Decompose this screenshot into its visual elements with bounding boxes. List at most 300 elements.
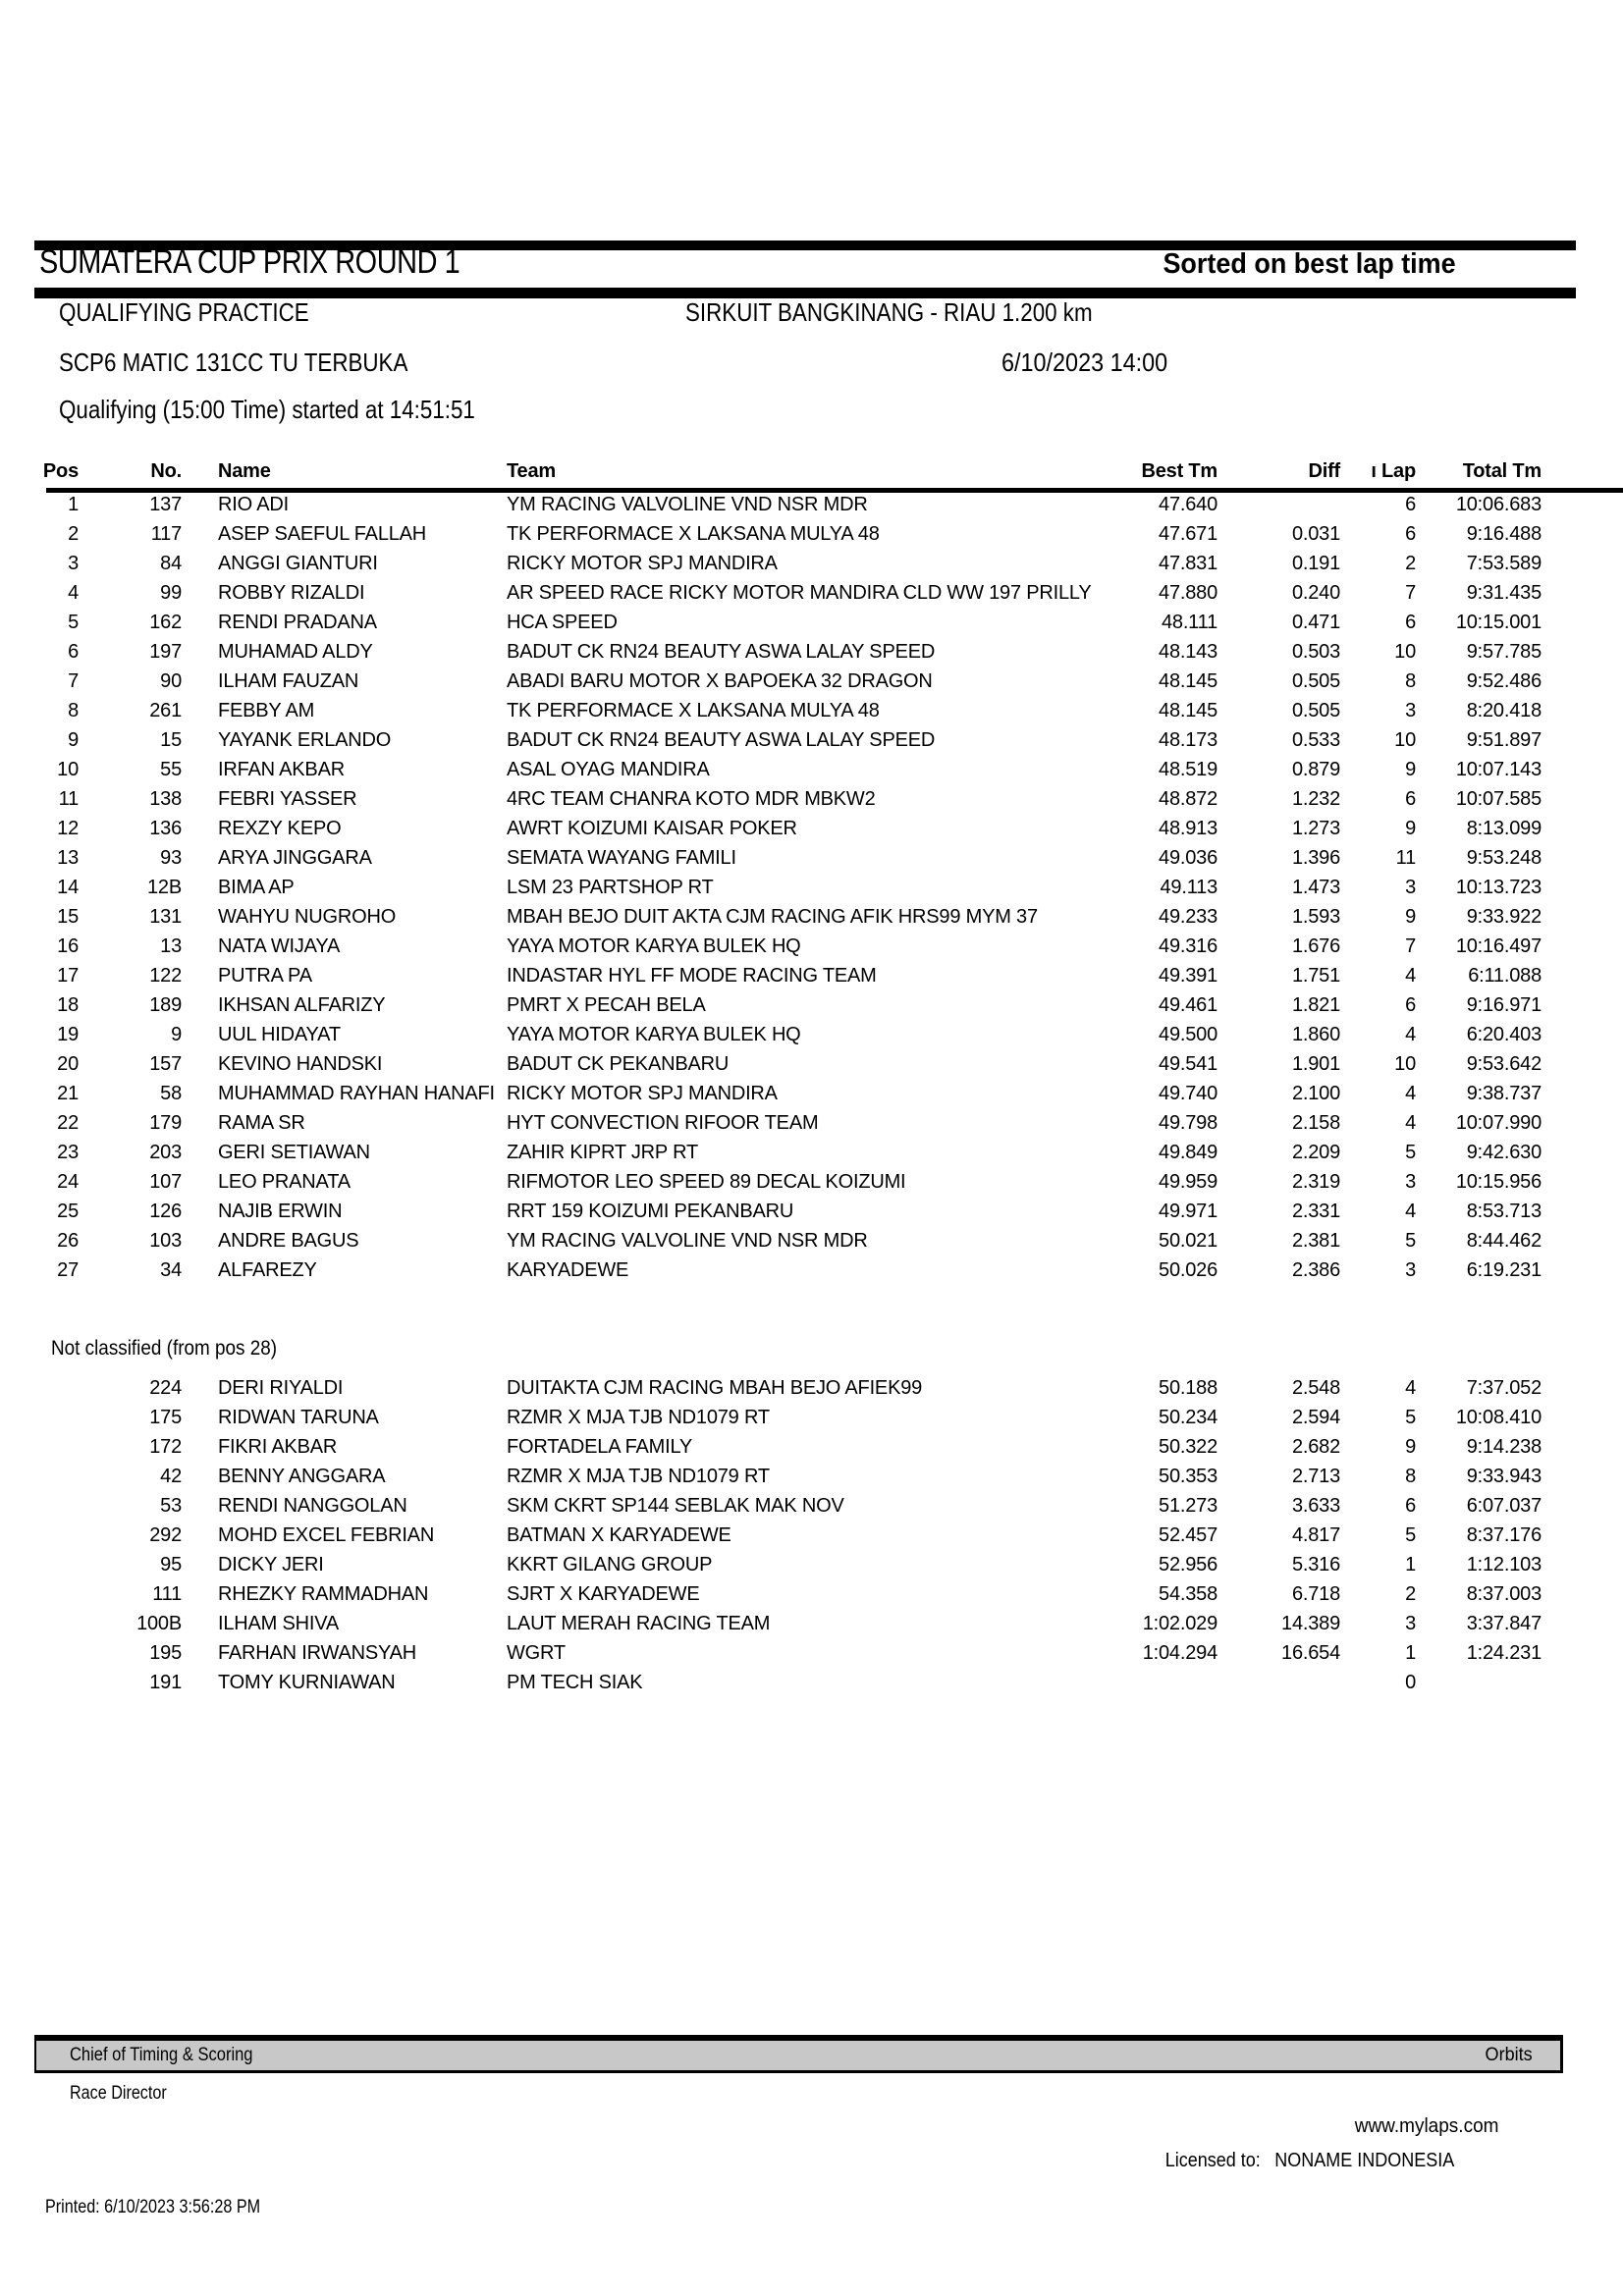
cell-pos: 12 (57, 818, 79, 839)
cell-diff: 0.505 (1291, 670, 1340, 692)
cell-diff: 1.751 (1291, 965, 1340, 987)
cell-pos (34, 1609, 79, 1638)
table-row (34, 1403, 1542, 1432)
circuit-info: SIRKUIT BANGKINANG - RIAU 1.200 km (685, 297, 1093, 327)
table-row (34, 1108, 1542, 1138)
cell-team: YAYA MOTOR KARYA BULEK HQ (507, 935, 801, 957)
cell-pos: 15 (57, 906, 79, 928)
cell-diff: 1.676 (1291, 935, 1340, 957)
cell-no: 203 (149, 1142, 182, 1163)
cell-total: 8:13.099 (1466, 818, 1542, 839)
cell-no: 13 (160, 935, 182, 957)
cell-pos: 26 (57, 1230, 79, 1252)
cell-total: 10:07.143 (1455, 759, 1542, 780)
cell-total: 10:15.001 (1455, 612, 1542, 633)
table-row (34, 961, 1542, 990)
cell-best: 54.358 (1159, 1583, 1217, 1605)
cell-no: 93 (160, 847, 182, 869)
cell-lap: 7 (1405, 935, 1416, 957)
cell-diff: 2.331 (1291, 1201, 1340, 1222)
cell-name: NATA WIJAYA (218, 935, 341, 957)
cell-total: 9:53.248 (1466, 847, 1542, 869)
cell-team: BADUT CK PEKANBARU (507, 1053, 730, 1075)
cell-lap: 3 (1405, 1171, 1416, 1193)
cell-no: 179 (149, 1112, 182, 1134)
cell-total: 6:11.088 (1468, 965, 1542, 987)
cell-lap: 9 (1405, 818, 1416, 839)
cell-name: MUHAMMAD RAYHAN HANAFI (218, 1083, 495, 1104)
cell-name: ANDRE BAGUS (218, 1230, 359, 1252)
chief-of-timing-label: Chief of Timing & Scoring (70, 2045, 253, 2065)
col-header-team: Team (507, 460, 556, 482)
cell-no: 95 (160, 1554, 182, 1575)
table-row (34, 1668, 1542, 1697)
cell-no: 42 (160, 1466, 182, 1487)
classified-results-table (34, 456, 1542, 1285)
table-row (34, 1197, 1542, 1226)
cell-total: 8:44.462 (1466, 1230, 1542, 1252)
cell-best: 51.273 (1159, 1495, 1217, 1517)
cell-total: 8:53.713 (1466, 1201, 1542, 1222)
cell-diff: 0.240 (1291, 582, 1340, 604)
cell-team: YAYA MOTOR KARYA BULEK HQ (507, 1024, 801, 1045)
col-header-name: Name (218, 460, 271, 482)
cell-team: ZAHIR KIPRT JRP RT (507, 1142, 698, 1163)
cell-lap: 6 (1405, 494, 1416, 515)
cell-no: 9 (171, 1024, 182, 1045)
cell-team: AR SPEED RACE RICKY MOTOR MANDIRA CLD WW 197 PRILLY (507, 582, 1092, 604)
cell-best: 49.500 (1159, 1024, 1217, 1045)
cell-no: 100B (136, 1613, 182, 1634)
cell-lap: 6 (1405, 994, 1416, 1016)
cell-name: NAJIB ERWIN (218, 1201, 343, 1222)
cell-best: 47.880 (1159, 582, 1217, 604)
cell-diff: 2.548 (1291, 1377, 1340, 1399)
cell-lap: 4 (1405, 1201, 1416, 1222)
cell-pos: 13 (57, 847, 79, 869)
cell-total: 9:31.435 (1466, 582, 1542, 604)
table-row (34, 814, 1542, 843)
cell-lap: 4 (1405, 1083, 1416, 1104)
table-row (34, 843, 1542, 873)
not-classified-results-table (34, 1373, 1542, 1697)
cell-team: PM TECH SIAK (507, 1672, 643, 1693)
cell-team: 4RC TEAM CHANRA KOTO MDR MBKW2 (507, 788, 876, 810)
cell-lap: 4 (1405, 965, 1416, 987)
cell-best (1119, 1668, 1217, 1697)
cell-lap: 5 (1405, 1142, 1416, 1163)
cell-no: 175 (149, 1407, 182, 1428)
cell-name: ARYA JINGGARA (218, 847, 372, 869)
cell-name: TOMY KURNIAWAN (218, 1672, 396, 1693)
cell-lap: 8 (1405, 1466, 1416, 1487)
cell-pos: 9 (68, 729, 79, 751)
cell-team: LSM 23 PARTSHOP RT (507, 877, 714, 898)
cell-lap: 3 (1405, 877, 1416, 898)
cell-lap: 1 (1405, 1642, 1416, 1664)
cell-diff (1217, 1668, 1340, 1697)
cell-lap: 4 (1405, 1377, 1416, 1399)
cell-diff: 1.821 (1291, 994, 1340, 1016)
cell-team: BATMAN X KARYADEWE (507, 1524, 731, 1546)
cell-no: 126 (149, 1201, 182, 1222)
licensed-to-label: Licensed to: (1164, 2150, 1261, 2171)
cell-name: MUHAMAD ALDY (218, 641, 373, 663)
cell-best: 50.322 (1159, 1436, 1217, 1458)
cell-diff: 14.389 (1281, 1613, 1340, 1634)
cell-lap: 3 (1405, 1613, 1416, 1634)
cell-diff: 2.209 (1291, 1142, 1340, 1163)
cell-name: UUL HIDAYAT (218, 1024, 341, 1045)
cell-name: WAHYU NUGROHO (218, 906, 397, 928)
cell-lap: 3 (1405, 700, 1416, 721)
cell-pos (34, 1579, 79, 1609)
cell-diff: 6.718 (1291, 1583, 1340, 1605)
cell-no: 90 (160, 670, 182, 692)
cell-diff: 2.381 (1291, 1230, 1340, 1252)
cell-no: 131 (149, 906, 182, 928)
cell-no: 55 (160, 759, 182, 780)
printed-timestamp: Printed: 6/10/2023 3:56:28 PM (45, 2197, 261, 2217)
cell-pos (34, 1521, 79, 1550)
cell-total: 9:33.922 (1466, 906, 1542, 928)
not-classified-label: Not classified (from pos 28) (51, 1337, 278, 1360)
cell-total: 10:08.410 (1455, 1407, 1542, 1428)
cell-best: 50.026 (1159, 1259, 1217, 1281)
cell-total: 10:06.683 (1455, 494, 1542, 515)
cell-pos (34, 1403, 79, 1432)
table-row (34, 519, 1542, 549)
cell-lap: 11 (1395, 847, 1416, 869)
footer-signature-bar (34, 2035, 1563, 2073)
cell-best: 50.188 (1159, 1377, 1217, 1399)
cell-total: 8:37.176 (1466, 1524, 1542, 1546)
cell-total: 10:07.990 (1455, 1112, 1542, 1134)
cell-pos: 4 (68, 582, 79, 604)
cell-name: ILHAM FAUZAN (218, 670, 359, 692)
table-header-underline (46, 488, 1623, 493)
cell-pos (34, 1550, 79, 1579)
cell-diff: 1.232 (1291, 788, 1340, 810)
cell-total: 9:57.785 (1466, 641, 1542, 663)
cell-team: RICKY MOTOR SPJ MANDIRA (507, 553, 778, 574)
cell-no: 292 (149, 1524, 182, 1546)
cell-team: BADUT CK RN24 BEAUTY ASWA LALAY SPEED (507, 641, 936, 663)
cell-team: HYT CONVECTION RIFOOR TEAM (507, 1112, 819, 1134)
table-row (34, 1462, 1542, 1491)
cell-pos: 16 (57, 935, 79, 957)
cell-total: 9:51.897 (1466, 729, 1542, 751)
cell-pos: 14 (57, 877, 79, 898)
col-header-best-tm: Best Tm (1141, 460, 1217, 482)
cell-pos (34, 1668, 79, 1697)
cell-pos: 17 (57, 965, 79, 987)
cell-lap: 8 (1405, 670, 1416, 692)
cell-no: 157 (149, 1053, 182, 1075)
cell-no: 84 (160, 553, 182, 574)
cell-no: 15 (160, 729, 182, 751)
cell-name: ASEP SAEFUL FALLAH (218, 523, 427, 545)
cell-lap: 10 (1394, 641, 1416, 663)
cell-name: IRFAN AKBAR (218, 759, 345, 780)
cell-best: 49.740 (1159, 1083, 1217, 1104)
cell-name: BENNY ANGGARA (218, 1466, 386, 1487)
table-row (34, 1432, 1542, 1462)
cell-diff: 1.273 (1291, 818, 1340, 839)
cell-no: 53 (160, 1495, 182, 1517)
cell-best: 49.391 (1159, 965, 1217, 987)
table-row (34, 1609, 1542, 1638)
cell-lap: 5 (1405, 1230, 1416, 1252)
cell-total: 10:07.585 (1455, 788, 1542, 810)
cell-no: 122 (149, 965, 182, 987)
cell-total: 10:15.956 (1455, 1171, 1542, 1193)
cell-best: 50.353 (1159, 1466, 1217, 1487)
session-start-note: Qualifying (15:00 Time) started at 14:51:51 (59, 395, 475, 424)
cell-lap: 6 (1405, 788, 1416, 810)
cell-name: RAMA SR (218, 1112, 305, 1134)
table-row (34, 696, 1542, 725)
table-row (34, 1373, 1542, 1403)
cell-no: 189 (149, 994, 182, 1016)
cell-best: 50.234 (1159, 1407, 1217, 1428)
cell-no: 34 (160, 1259, 182, 1281)
cell-team: DUITAKTA CJM RACING MBAH BEJO AFIEK99 (507, 1377, 923, 1399)
cell-no: 58 (160, 1083, 182, 1104)
cell-pos: 10 (57, 759, 79, 780)
table-row (34, 1491, 1542, 1521)
cell-best: 48.143 (1159, 641, 1217, 663)
cell-diff: 2.319 (1291, 1171, 1340, 1193)
cell-no: 136 (149, 818, 182, 839)
table-row (34, 1550, 1542, 1579)
cell-lap: 9 (1405, 906, 1416, 928)
cell-team: LAUT MERAH RACING TEAM (507, 1613, 771, 1634)
cell-name: MOHD EXCEL FEBRIAN (218, 1524, 435, 1546)
table-row (34, 549, 1542, 578)
cell-team: RIFMOTOR LEO SPEED 89 DECAL KOIZUMI (507, 1171, 906, 1193)
table-row (34, 1049, 1542, 1079)
cell-pos: 6 (68, 641, 79, 663)
cell-name: FARHAN IRWANSYAH (218, 1642, 417, 1664)
cell-name: RIO ADI (218, 494, 289, 515)
table-row (34, 902, 1542, 932)
cell-total: 9:14.238 (1466, 1436, 1542, 1458)
cell-lap: 1 (1405, 1554, 1416, 1575)
cell-diff: 2.594 (1291, 1407, 1340, 1428)
cell-best: 49.233 (1159, 906, 1217, 928)
cell-lap: 4 (1405, 1112, 1416, 1134)
cell-pos: 27 (57, 1259, 79, 1281)
cell-no: 111 (152, 1583, 182, 1605)
table-row (34, 1020, 1542, 1049)
cell-best: 48.145 (1159, 670, 1217, 692)
cell-best: 48.913 (1159, 818, 1217, 839)
cell-lap: 3 (1405, 1259, 1416, 1281)
cell-best: 49.959 (1159, 1171, 1217, 1193)
cell-diff (1217, 490, 1340, 519)
cell-diff: 0.505 (1291, 700, 1340, 721)
cell-team: RRT 159 KOIZUMI PEKANBARU (507, 1201, 794, 1222)
cell-team: HCA SPEED (507, 612, 618, 633)
cell-pos: 1 (68, 494, 79, 515)
cell-total: 1:12.103 (1466, 1554, 1542, 1575)
cell-best: 49.849 (1159, 1142, 1217, 1163)
cell-total: 6:20.403 (1466, 1024, 1542, 1045)
cell-diff: 3.633 (1291, 1495, 1340, 1517)
cell-best: 47.831 (1159, 553, 1217, 574)
cell-best: 48.872 (1159, 788, 1217, 810)
col-header-laps: ı Lap (1371, 460, 1416, 482)
cell-diff: 1.901 (1291, 1053, 1340, 1075)
cell-team: AWRT KOIZUMI KAISAR POKER (507, 818, 797, 839)
cell-diff: 5.316 (1291, 1554, 1340, 1575)
cell-best: 49.798 (1159, 1112, 1217, 1134)
cell-total: 10:13.723 (1455, 877, 1542, 898)
cell-lap: 5 (1405, 1524, 1416, 1546)
cell-lap: 0 (1405, 1672, 1416, 1693)
cell-lap: 2 (1405, 553, 1416, 574)
col-header-diff: Diff (1308, 460, 1340, 482)
cell-best: 52.956 (1159, 1554, 1217, 1575)
cell-total: 8:37.003 (1466, 1583, 1542, 1605)
cell-total: 9:38.737 (1466, 1083, 1542, 1104)
cell-total: 9:52.486 (1466, 670, 1542, 692)
cell-best: 48.111 (1161, 612, 1217, 633)
cell-team: KARYADEWE (507, 1259, 629, 1281)
cell-diff: 0.533 (1291, 729, 1340, 751)
cell-no: 191 (149, 1672, 182, 1693)
cell-diff: 2.682 (1291, 1436, 1340, 1458)
table-row (34, 1167, 1542, 1197)
cell-pos: 5 (68, 612, 79, 633)
cell-best: 48.173 (1159, 729, 1217, 751)
cell-total: 6:07.037 (1466, 1495, 1542, 1517)
table-row (34, 637, 1542, 667)
cell-name: ALFAREZY (218, 1259, 317, 1281)
cell-name: FIKRI AKBAR (218, 1436, 338, 1458)
table-row (34, 784, 1542, 814)
cell-pos: 25 (57, 1201, 79, 1222)
cell-best: 48.145 (1159, 700, 1217, 721)
session-datetime: 6/10/2023 14:00 (1001, 347, 1168, 377)
cell-best: 52.457 (1159, 1524, 1217, 1546)
cell-best: 47.671 (1159, 523, 1217, 545)
cell-name: KEVINO HANDSKI (218, 1053, 383, 1075)
cell-lap: 10 (1394, 729, 1416, 751)
table-row (34, 1255, 1542, 1285)
cell-team: ASAL OYAG MANDIRA (507, 759, 710, 780)
cell-diff: 16.654 (1281, 1642, 1340, 1664)
cell-no: 117 (150, 523, 182, 545)
cell-diff: 4.817 (1291, 1524, 1340, 1546)
cell-team: ABADI BARU MOTOR X BAPOEKA 32 DRAGON (507, 670, 933, 692)
cell-team: WGRT (507, 1642, 566, 1664)
cell-no: 195 (149, 1642, 182, 1664)
cell-pos (34, 1638, 79, 1668)
cell-name: GERI SETIAWAN (218, 1142, 370, 1163)
cell-lap: 6 (1405, 612, 1416, 633)
cell-no: 99 (160, 582, 182, 604)
cell-total: 7:53.589 (1466, 553, 1542, 574)
table-row (34, 755, 1542, 784)
cell-name: FEBBY AM (218, 700, 315, 721)
cell-diff: 1.593 (1291, 906, 1340, 928)
cell-no: 103 (149, 1230, 182, 1252)
cell-total: 9:33.943 (1466, 1466, 1542, 1487)
cell-team: MBAH BEJO DUIT AKTA CJM RACING AFIK HRS99 MYM 37 (507, 906, 1038, 928)
cell-name: IKHSAN ALFARIZY (218, 994, 386, 1016)
table-row (34, 1226, 1542, 1255)
col-header-pos: Pos (42, 460, 79, 482)
cell-pos: 7 (68, 670, 79, 692)
cell-pos (34, 1462, 79, 1491)
cell-team: YM RACING VALVOLINE VND NSR MDR (507, 494, 868, 515)
cell-name: RIDWAN TARUNA (218, 1407, 379, 1428)
cell-pos (34, 1373, 79, 1403)
cell-team: TK PERFORMACE X LAKSANA MULYA 48 (507, 700, 880, 721)
cell-team: RZMR X MJA TJB ND1079 RT (507, 1466, 770, 1487)
cell-total: 6:19.231 (1466, 1259, 1542, 1281)
cell-name: DICKY JERI (218, 1554, 324, 1575)
cell-pos: 19 (57, 1024, 79, 1045)
cell-name: ROBBY RIZALDI (218, 582, 365, 604)
table-row (34, 1638, 1542, 1668)
cell-best: 48.519 (1159, 759, 1217, 780)
cell-no: 261 (149, 700, 182, 721)
cell-best: 49.113 (1160, 877, 1217, 898)
table-row (34, 667, 1542, 696)
cell-pos: 18 (57, 994, 79, 1016)
cell-diff: 0.031 (1291, 523, 1340, 545)
orbits-label: Orbits (1485, 2045, 1533, 2065)
cell-total (1416, 1668, 1542, 1697)
cell-no: 138 (149, 788, 182, 810)
cell-lap: 2 (1405, 1583, 1416, 1605)
cell-name: ILHAM SHIVA (218, 1613, 340, 1634)
table-row (34, 725, 1542, 755)
cell-pos: 24 (57, 1171, 79, 1193)
cell-no: 107 (149, 1171, 182, 1193)
table-row (34, 608, 1542, 637)
cell-name: RENDI PRADANA (218, 612, 377, 633)
cell-diff: 0.879 (1291, 759, 1340, 780)
cell-no: 197 (149, 641, 182, 663)
cell-best: 50.021 (1159, 1230, 1217, 1252)
cell-diff: 0.191 (1291, 553, 1340, 574)
table-row (34, 990, 1542, 1020)
col-header-total-tm: Total Tm (1462, 460, 1542, 482)
cell-best: 47.640 (1159, 494, 1217, 515)
cell-name: YAYANK ERLANDO (218, 729, 392, 751)
col-header-no: No. (150, 460, 182, 482)
cell-total: 9:53.642 (1466, 1053, 1542, 1075)
cell-pos: 20 (57, 1053, 79, 1075)
cell-lap: 7 (1405, 582, 1416, 604)
cell-diff: 2.100 (1291, 1083, 1340, 1104)
cell-name: ANGGI GIANTURI (218, 553, 378, 574)
cell-best: 49.541 (1159, 1053, 1217, 1075)
table-row (34, 1079, 1542, 1108)
cell-total: 9:42.630 (1466, 1142, 1542, 1163)
licensed-to-line (1165, 2149, 1454, 2172)
cell-best: 49.036 (1159, 847, 1217, 869)
cell-lap: 5 (1405, 1407, 1416, 1428)
cell-name: FEBRI YASSER (218, 788, 357, 810)
cell-name: LEO PRANATA (218, 1171, 351, 1193)
cell-total: 10:16.497 (1455, 935, 1542, 957)
session-title: QUALIFYING PRACTICE (59, 297, 309, 327)
